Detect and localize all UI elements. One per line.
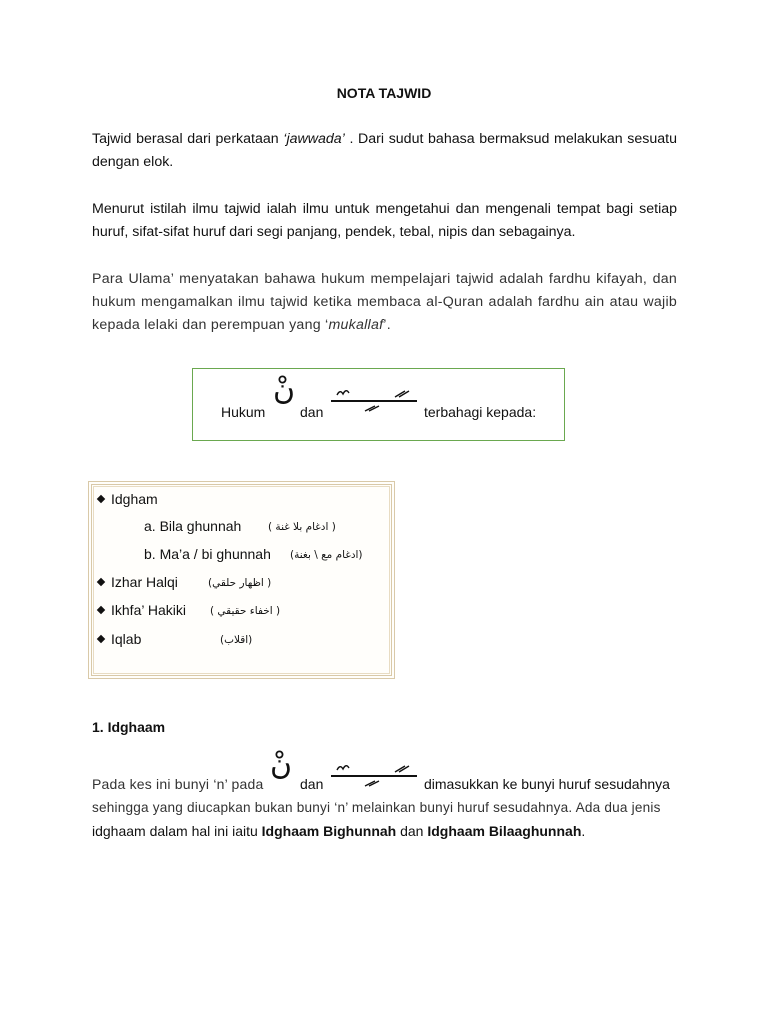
para3-text-end: ’. <box>383 317 391 333</box>
idghaam-line3-start: idghaam dalam hal ini iaitu <box>92 823 262 839</box>
nun-sukun-glyph: نْ <box>273 372 296 407</box>
dan-label: dan <box>300 404 324 420</box>
para3-italic-term: mukallaf <box>328 317 384 333</box>
nun-sukun-glyph: نْ <box>270 747 293 782</box>
diamond-bullet-icon <box>97 578 105 586</box>
list-item-maa-ghunnah <box>144 546 271 562</box>
para3-text: Para Ulama’ menyatakan bahawa hukum mempelajari tajwid adalah fardhu kifayah, dan hukum mengamalkan ilmu tajwid ketika membaca al-Quran adalah fardhu ain atau wajib kepada lelaki dan perempuan yang ‘ <box>92 271 677 333</box>
iqlab-label: Iqlab <box>111 631 142 647</box>
ikhfa-label: Ikhfa’ Hakiki <box>111 602 186 618</box>
terbahagi-label: terbahagi kepada: <box>424 404 537 420</box>
para1-text-end: . Dari sudut bahasa bermaksud melakukan sesuatu dengan elok. <box>92 131 677 170</box>
list-item-bila-ghunnah <box>144 518 241 534</box>
idghaam-line1-start: Pada kes ini bunyi ‘n’ pada <box>92 776 264 792</box>
paragraph-istilah: Menurut istilah ilmu tajwid ialah ilmu untuk mengetahui dan mengenali tempat bagi setiap huruf, sifat-sifat huruf dari segi panjang, pendek, tebal, nipis dan sebagainya. <box>92 201 677 240</box>
tanwin-symbol <box>329 383 419 423</box>
hukum-box <box>192 368 565 441</box>
diamond-bullet-icon <box>97 495 105 503</box>
idghaam-line1-dan: dan <box>300 776 324 792</box>
izhar-label: Izhar Halqi <box>111 574 178 590</box>
hukum-list-box <box>88 481 395 679</box>
bila-ghunnah-arabic: ( ادغام بلا غنة ) <box>268 521 336 533</box>
idghaam-line3 <box>92 823 585 839</box>
paragraph-definition <box>92 128 677 174</box>
para1-italic-term: ‘jawwada’ <box>283 131 345 147</box>
idghaam-line2: sehingga yang diucapkan bukan bunyi ‘n’ melainkan bunyi huruf sesudahnya. Ada dua jenis <box>92 800 661 815</box>
page-title: NOTA TAJWID <box>336 85 432 101</box>
idgham-label: Idgham <box>111 491 158 507</box>
list-item-ikhfa <box>98 602 186 618</box>
list-item-idgham <box>98 491 158 507</box>
hukum-label: Hukum <box>221 404 266 420</box>
idghaam-bighunnah-term: Idghaam Bighunnah <box>261 823 397 839</box>
idghaam-line3-end: . <box>581 823 586 839</box>
idghaam-line1-end: dimasukkan ke bunyi huruf sesudahnya <box>424 776 670 792</box>
list-item-iqlab <box>98 631 141 647</box>
idghaam-line3-mid: dan <box>396 823 428 839</box>
diamond-bullet-icon <box>97 606 105 614</box>
section-heading-idghaam: 1. Idghaam <box>92 719 166 735</box>
maa-ghunnah-label: b. Ma’a / bi ghunnah <box>144 546 271 562</box>
bila-ghunnah-label: a. Bila ghunnah <box>144 518 242 534</box>
para1-text: Tajwid berasal dari perkataan <box>92 131 284 147</box>
diamond-bullet-icon <box>97 635 105 643</box>
list-item-izhar <box>98 574 178 590</box>
iqlab-arabic: (اقلاب) <box>220 634 253 646</box>
izhar-arabic: ( اظهار حلقي) <box>208 577 272 589</box>
idghaam-bilaaghunnah-term: Idghaam Bilaaghunnah <box>427 823 582 839</box>
tanwin-symbol <box>329 758 419 798</box>
ikhfa-arabic: ( اخفاء حقيقي ) <box>210 605 281 617</box>
maa-ghunnah-arabic: (ادغام مع \ بغنة) <box>290 549 363 561</box>
paragraph-ulama <box>92 268 677 337</box>
